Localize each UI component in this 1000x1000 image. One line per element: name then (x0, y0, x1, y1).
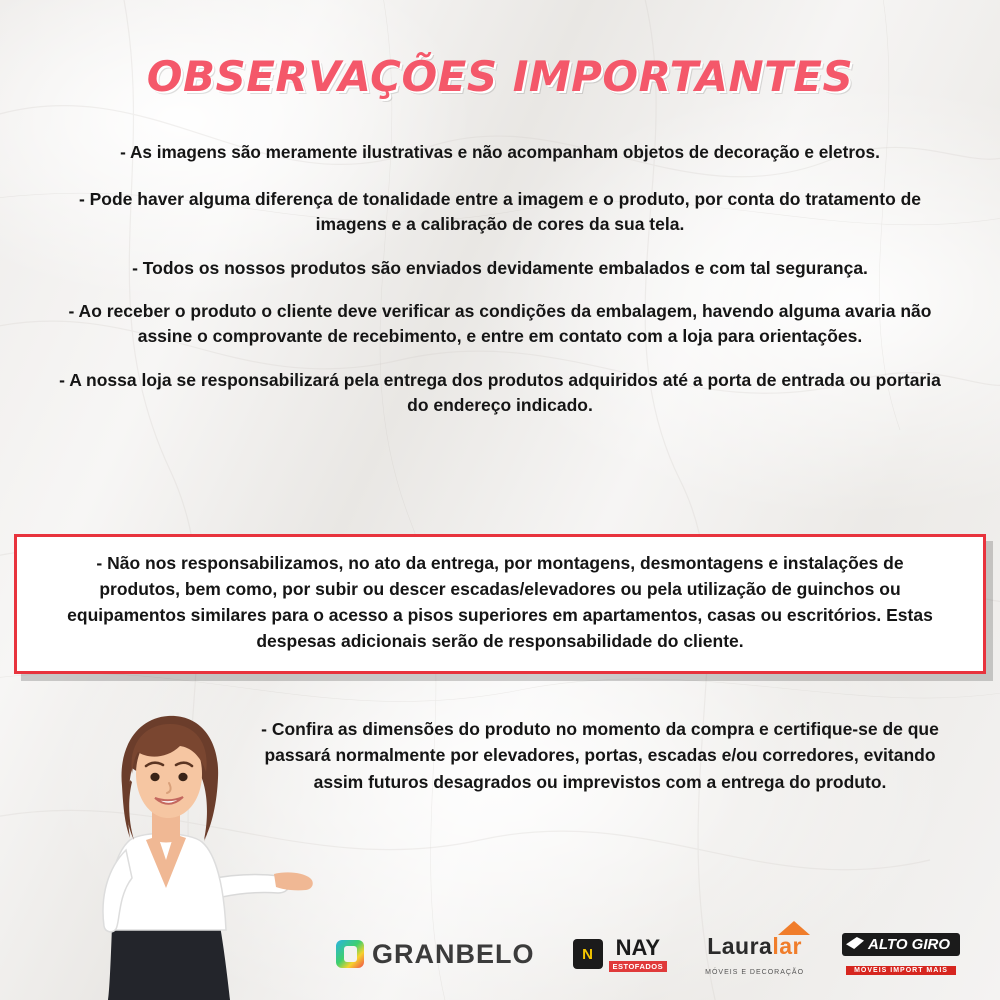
brand-logo-bar (0, 922, 1000, 986)
brand-sublabel: MÓVEIS IMPORT MAIS (846, 966, 956, 975)
page-title: OBSERVAÇÕES IMPORTANTES (146, 52, 854, 101)
brand-label: ALTO GIRO (842, 933, 960, 956)
highlighted-notice-box (14, 534, 986, 674)
granbelo-icon (336, 940, 364, 968)
brand-alto-giro (842, 933, 960, 975)
brand-sublabel: ESTOFADOS (609, 961, 668, 972)
brand-label: GRANBELO (372, 938, 535, 969)
brand-lauralar (705, 933, 804, 976)
bullet-item: - Pode haver alguma diferença de tonalidade entre a imagem e o produto, por conta do tratamento de imagens e a calibração de cores da sua tela. (78, 188, 922, 235)
brand-label: Lauralar (707, 932, 802, 959)
brand-granbelo (336, 939, 535, 970)
house-roof-icon (778, 921, 810, 935)
highlight-text: - Não nos responsabilizamos, no ato da entrega, por montagens, desmontagens e instalações de produtos, bem como, por subir ou descer escadas/elevadores ou pela utilização de guinchos ou equipamentos similares para o acesso a pisos superiores em apartamentos, casas ou escritórios. Estas despesas adicionais serão de responsabilidade do cliente. (67, 553, 933, 651)
bullet-item: - Ao receber o produto o cliente deve verificar as condições da embalagem, havendo alguma avaria não assine o comprovante de recebimento, e entre em contato com a loja para orientações. (68, 301, 932, 347)
final-bullet-text: - Confira as dimensões do produto no momento da compra e certifique-se de que passará normalmente por elevadores, portas, escadas e/ou corredores, evitando assim futuros desagrados ou imprevistos com a entrega do produto. (261, 719, 939, 792)
bullet-list (0, 140, 1000, 429)
nay-badge-icon: N (573, 939, 603, 969)
brand-label: NAY (615, 934, 661, 960)
bullet-item: - A nossa loja se responsabilizará pela entrega dos produtos adquiridos até a porta de entrada ou portaria do endereço indicado. (59, 369, 941, 416)
bullet-item: - Todos os nossos produtos são enviados devidamente embalados e com tal segurança. (132, 257, 868, 278)
brand-sublabel: MÓVEIS E DECORAÇÃO (705, 968, 805, 976)
brand-nay (573, 934, 668, 972)
bullet-item: - As imagens são meramente ilustrativas e não acompanham objetos de decoração e eletros. (120, 142, 880, 162)
final-notice (230, 716, 970, 795)
